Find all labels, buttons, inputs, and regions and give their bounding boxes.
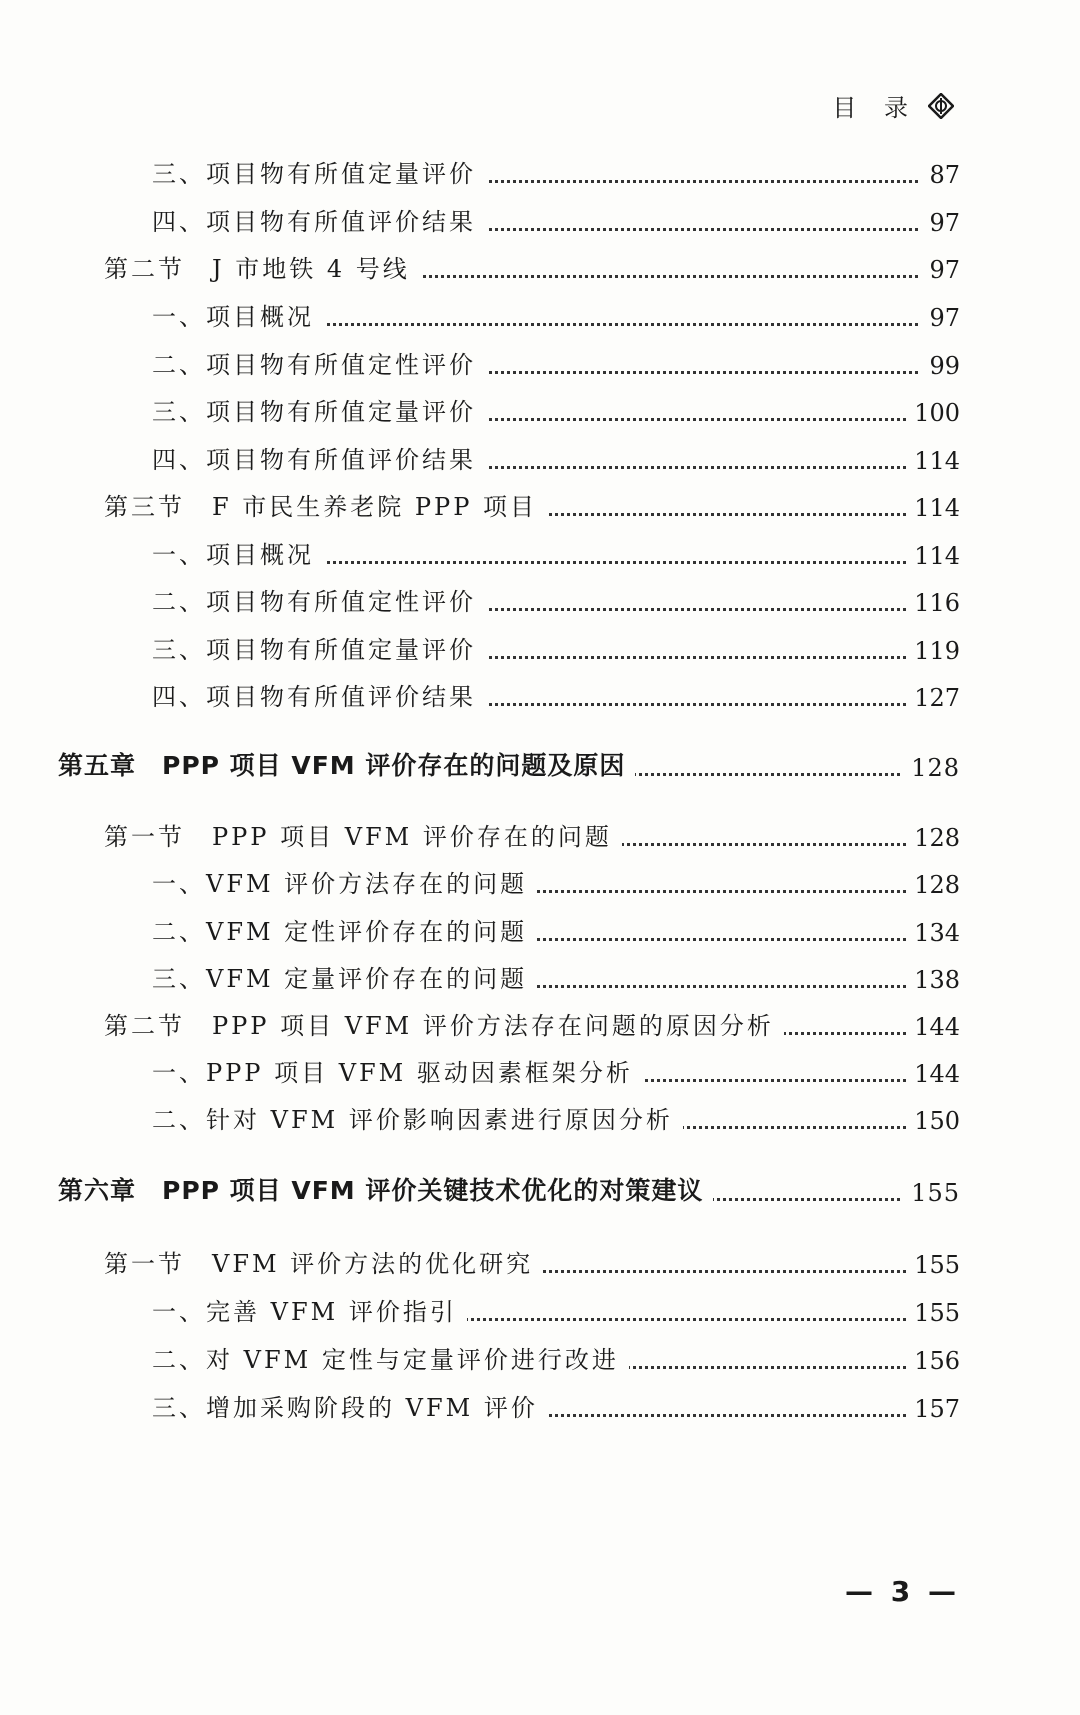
toc-entry-label: 二、对 VFM 定性与定量评价进行改进 [152, 1340, 629, 1375]
toc-entry-label: 四、项目物有所值评价结果 [152, 440, 486, 475]
toc-entry-page: 100 [906, 399, 960, 427]
toc-entry-label: 二、VFM 定性评价存在的问题 [152, 912, 537, 947]
toc-chapter-row[interactable] [0, 748, 1080, 788]
toc-entry-label: 三、增加采购阶段的 VFM 评价 [152, 1388, 548, 1423]
toc-entry-page: 114 [906, 494, 960, 522]
toc-entry-label: 第二节 PPP 项目 VFM 评价方法存在问题的原因分析 [104, 1006, 784, 1041]
toc-section-row[interactable] [0, 1007, 1080, 1047]
toc-subsection-row[interactable] [0, 1101, 1080, 1141]
toc-entry-page: 114 [906, 542, 960, 570]
toc-entry-label: 第三节 F 市民生养老院 PPP 项目 [104, 487, 547, 522]
toc-entry-page: 155 [903, 1179, 960, 1207]
toc-subsection-row[interactable] [0, 583, 1080, 623]
toc-subsection-row[interactable] [0, 1054, 1080, 1094]
toc-entry-page: 134 [906, 919, 960, 947]
toc-entry-label: 三、VFM 定量评价存在的问题 [152, 959, 537, 994]
toc-entry-label: 一、项目概况 [152, 535, 324, 570]
toc-entry-page: 119 [906, 637, 960, 665]
toc-section-row[interactable] [0, 1245, 1080, 1285]
toc-entry-page: 138 [906, 966, 960, 994]
toc-subsection-row[interactable] [0, 678, 1080, 718]
toc-entry-label: 三、项目物有所值定量评价 [152, 630, 486, 665]
toc-subsection-row[interactable] [0, 393, 1080, 433]
toc-entry-label: 一、VFM 评价方法存在的问题 [152, 864, 537, 899]
toc-section-row[interactable] [0, 488, 1080, 528]
toc-entry-label: 第一节 VFM 评价方法的优化研究 [104, 1244, 543, 1279]
toc-entry-label: 第一节 PPP 项目 VFM 评价存在的问题 [104, 817, 622, 852]
toc-entry-page: 127 [906, 684, 960, 712]
toc-entry-label: 第六章 PPP 项目 VFM 评价关键技术优化的对策建议 [58, 1171, 713, 1207]
toc-entry-label: 二、项目物有所值定性评价 [152, 582, 486, 617]
toc-entry-label: 二、项目物有所值定性评价 [152, 345, 486, 380]
toc-entry-label: 第二节 J 市地铁 4 号线 [104, 249, 420, 284]
toc-subsection-row[interactable] [0, 1341, 1080, 1381]
toc-subsection-row[interactable] [0, 913, 1080, 953]
toc-subsection-row[interactable] [0, 346, 1080, 386]
toc-entry-label: 三、项目物有所值定量评价 [152, 392, 486, 427]
toc-entry-page: 128 [906, 824, 960, 852]
toc-entry-label: 一、PPP 项目 VFM 驱动因素框架分析 [152, 1053, 643, 1088]
page-number: — 3 — [845, 1575, 960, 1608]
toc-subsection-row[interactable] [0, 203, 1080, 243]
toc-entry-page: 128 [906, 871, 960, 899]
toc-entry-page: 155 [906, 1251, 960, 1279]
toc-entry-label: 一、项目概况 [152, 297, 324, 332]
toc-entry-page: 99 [921, 352, 960, 380]
toc-entry-label: 三、项目物有所值定量评价 [152, 154, 486, 189]
toc-entry-page: 116 [906, 589, 960, 617]
toc-entry-page: 144 [906, 1060, 960, 1088]
toc-entry-page: 128 [903, 754, 960, 782]
toc-entry-page: 97 [921, 209, 960, 237]
toc-entry-page: 150 [906, 1107, 960, 1135]
toc-subsection-row[interactable] [0, 631, 1080, 671]
toc-entry-page: 114 [906, 447, 960, 475]
toc-subsection-row[interactable] [0, 960, 1080, 1000]
toc-entry-label: 四、项目物有所值评价结果 [152, 677, 486, 712]
toc-subsection-row[interactable] [0, 155, 1080, 195]
toc-subsection-row[interactable] [0, 1293, 1080, 1333]
toc-subsection-row[interactable] [0, 1389, 1080, 1429]
toc-subsection-row[interactable] [0, 536, 1080, 576]
toc-subsection-row[interactable] [0, 298, 1080, 338]
toc-entry-label: 四、项目物有所值评价结果 [152, 202, 486, 237]
toc-entry-label: 二、针对 VFM 评价影响因素进行原因分析 [152, 1100, 683, 1135]
toc-subsection-row[interactable] [0, 441, 1080, 481]
toc-entry-page: 157 [906, 1395, 960, 1423]
toc-entry-page: 156 [906, 1347, 960, 1375]
header-title: 目 录 [832, 94, 918, 122]
toc-chapter-row[interactable] [0, 1173, 1080, 1213]
toc-entry-page: 97 [921, 256, 960, 284]
toc-entry-page: 97 [921, 304, 960, 332]
toc-entry-label: 第五章 PPP 项目 VFM 评价存在的问题及原因 [58, 746, 635, 782]
toc-subsection-row[interactable] [0, 865, 1080, 905]
toc-entry-label: 一、完善 VFM 评价指引 [152, 1292, 467, 1327]
toc-entry-page: 155 [906, 1299, 960, 1327]
toc-section-row[interactable] [0, 250, 1080, 290]
toc-section-row[interactable] [0, 818, 1080, 858]
toc-entry-page: 144 [906, 1013, 960, 1041]
toc-entry-page: 87 [921, 161, 960, 189]
